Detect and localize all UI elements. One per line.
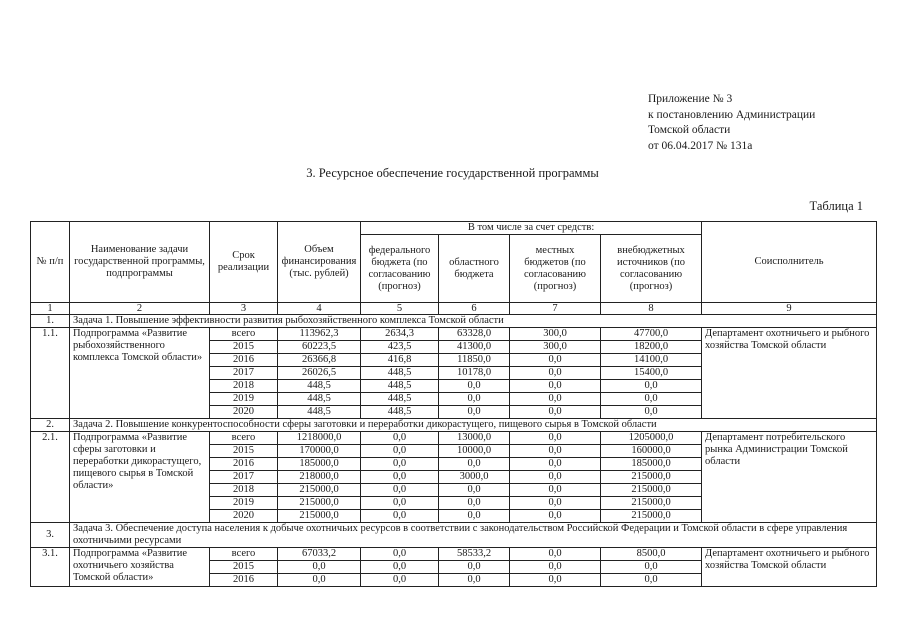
- appendix-line: Томской области: [648, 124, 731, 136]
- local-cell: 0,0: [510, 354, 601, 367]
- term-cell: 2016: [210, 354, 278, 367]
- volume-cell: 170000,0: [278, 445, 361, 458]
- task-title: Задача 2. Повышение конкурентоспособности сферы заготовки и переработки дикорастущего, пищевого сырья в Томской области: [70, 419, 877, 432]
- extra-cell: 0,0: [601, 393, 702, 406]
- volume-cell: 26026,5: [278, 367, 361, 380]
- federal-cell: 2634,3: [361, 328, 439, 341]
- local-cell: 0,0: [510, 510, 601, 523]
- extra-cell: 185000,0: [601, 458, 702, 471]
- regional-cell: 3000,0: [439, 471, 510, 484]
- table-label: Таблица 1: [809, 199, 863, 213]
- resource-table: [30, 221, 877, 587]
- task-number: 1.: [31, 315, 70, 328]
- regional-cell: 10000,0: [439, 445, 510, 458]
- regional-cell: 0,0: [439, 484, 510, 497]
- volume-cell: 26366,8: [278, 354, 361, 367]
- term-cell: 2016: [210, 458, 278, 471]
- appendix-block: [648, 92, 815, 154]
- local-cell: 0,0: [510, 548, 601, 561]
- table-row: [31, 432, 877, 445]
- federal-cell: 0,0: [361, 497, 439, 510]
- volume-cell: 215000,0: [278, 510, 361, 523]
- extra-cell: 215000,0: [601, 484, 702, 497]
- federal-cell: 448,5: [361, 367, 439, 380]
- local-cell: 0,0: [510, 380, 601, 393]
- regional-cell: 0,0: [439, 458, 510, 471]
- regional-cell: 13000,0: [439, 432, 510, 445]
- column-numbers-row: [31, 303, 877, 315]
- term-cell: 2015: [210, 445, 278, 458]
- table-row: [31, 548, 877, 561]
- regional-cell: 0,0: [439, 380, 510, 393]
- subprogram-number: 2.1.: [31, 432, 70, 523]
- local-cell: 0,0: [510, 574, 601, 587]
- extra-cell: 15400,0: [601, 367, 702, 380]
- federal-cell: 0,0: [361, 548, 439, 561]
- extra-cell: 215000,0: [601, 497, 702, 510]
- federal-cell: 423,5: [361, 341, 439, 354]
- federal-cell: 0,0: [361, 561, 439, 574]
- volume-cell: 215000,0: [278, 484, 361, 497]
- column-number: 2: [70, 303, 210, 315]
- column-number: 3: [210, 303, 278, 315]
- term-cell: 2020: [210, 510, 278, 523]
- federal-cell: 448,5: [361, 393, 439, 406]
- volume-cell: 218000,0: [278, 471, 361, 484]
- regional-cell: 0,0: [439, 497, 510, 510]
- local-cell: 300,0: [510, 341, 601, 354]
- term-cell: всего: [210, 432, 278, 445]
- column-number: 7: [510, 303, 601, 315]
- extra-cell: 160000,0: [601, 445, 702, 458]
- extra-cell: 215000,0: [601, 510, 702, 523]
- volume-cell: 60223,5: [278, 341, 361, 354]
- extra-cell: 1205000,0: [601, 432, 702, 445]
- header-num: № п/п: [31, 222, 70, 303]
- local-cell: 300,0: [510, 328, 601, 341]
- term-cell: 2016: [210, 574, 278, 587]
- federal-cell: 0,0: [361, 445, 439, 458]
- extra-cell: 0,0: [601, 561, 702, 574]
- federal-cell: 0,0: [361, 432, 439, 445]
- volume-cell: 448,5: [278, 406, 361, 419]
- table-row: [31, 328, 877, 341]
- executor-cell: Департамент охотничьего и рыбного хозяйства Томской области: [702, 328, 877, 419]
- appendix-line: Приложение № 3: [648, 93, 733, 105]
- federal-cell: 0,0: [361, 574, 439, 587]
- header-term: Срок реализации: [210, 222, 278, 303]
- regional-cell: 10178,0: [439, 367, 510, 380]
- task-title: Задача 1. Повышение эффективности развития рыбохозяйственного комплекса Томской области: [70, 315, 877, 328]
- regional-cell: 11850,0: [439, 354, 510, 367]
- extra-cell: 18200,0: [601, 341, 702, 354]
- regional-cell: 58533,2: [439, 548, 510, 561]
- volume-cell: 67033,2: [278, 548, 361, 561]
- task-row: [31, 523, 877, 548]
- header-regional: областного бюджета: [439, 235, 510, 303]
- federal-cell: 0,0: [361, 471, 439, 484]
- local-cell: 0,0: [510, 445, 601, 458]
- term-cell: 2019: [210, 497, 278, 510]
- subprogram-name: Подпрограмма «Развитие сферы заготовки и переработки дикорастущего, пищевого сырья в Томской области»: [70, 432, 210, 523]
- federal-cell: 0,0: [361, 458, 439, 471]
- term-cell: 2019: [210, 393, 278, 406]
- federal-cell: 448,5: [361, 380, 439, 393]
- task-number: 2.: [31, 419, 70, 432]
- header-federal: федерального бюджета (по согласованию (прогноз): [361, 235, 439, 303]
- term-cell: всего: [210, 328, 278, 341]
- subprogram-name: Подпрограмма «Развитие рыбохозяйственного комплекса Томской области»: [70, 328, 210, 419]
- volume-cell: 0,0: [278, 574, 361, 587]
- local-cell: 0,0: [510, 484, 601, 497]
- extra-cell: 0,0: [601, 406, 702, 419]
- local-cell: 0,0: [510, 471, 601, 484]
- volume-cell: 448,5: [278, 380, 361, 393]
- regional-cell: 0,0: [439, 574, 510, 587]
- extra-cell: 215000,0: [601, 471, 702, 484]
- term-cell: 2017: [210, 367, 278, 380]
- document-title: 3. Ресурсное обеспечение государственной программы: [306, 166, 599, 180]
- term-cell: 2015: [210, 341, 278, 354]
- column-number: 6: [439, 303, 510, 315]
- volume-cell: 113962,3: [278, 328, 361, 341]
- column-number: 5: [361, 303, 439, 315]
- federal-cell: 416,8: [361, 354, 439, 367]
- regional-cell: 0,0: [439, 393, 510, 406]
- column-number: 9: [702, 303, 877, 315]
- appendix-line: к постановлению Администрации: [648, 108, 816, 121]
- volume-cell: 215000,0: [278, 497, 361, 510]
- regional-cell: 63328,0: [439, 328, 510, 341]
- column-number: 8: [601, 303, 702, 315]
- header-including: В том числе за счет средств:: [361, 222, 702, 235]
- header-extra: внебюджетных источников (по согласованию (прогноз): [601, 235, 702, 303]
- regional-cell: 0,0: [439, 406, 510, 419]
- federal-cell: 0,0: [361, 484, 439, 497]
- local-cell: 0,0: [510, 406, 601, 419]
- local-cell: 0,0: [510, 367, 601, 380]
- header-name: Наименование задачи государственной программы, подпрограммы: [70, 222, 210, 303]
- local-cell: 0,0: [510, 393, 601, 406]
- local-cell: 0,0: [510, 497, 601, 510]
- federal-cell: 448,5: [361, 406, 439, 419]
- term-cell: 2020: [210, 406, 278, 419]
- term-cell: 2018: [210, 484, 278, 497]
- extra-cell: 0,0: [601, 380, 702, 393]
- regional-cell: 41300,0: [439, 341, 510, 354]
- subprogram-name: Подпрограмма «Развитие охотничьего хозяйства Томской области»: [70, 548, 210, 587]
- task-row: [31, 315, 877, 328]
- subprogram-number: 3.1.: [31, 548, 70, 587]
- task-row: [31, 419, 877, 432]
- term-cell: всего: [210, 548, 278, 561]
- term-cell: 2015: [210, 561, 278, 574]
- header-executor: Соисполнитель: [702, 222, 877, 303]
- volume-cell: 0,0: [278, 561, 361, 574]
- extra-cell: 47700,0: [601, 328, 702, 341]
- extra-cell: 0,0: [601, 574, 702, 587]
- local-cell: 0,0: [510, 432, 601, 445]
- local-cell: 0,0: [510, 458, 601, 471]
- local-cell: 0,0: [510, 561, 601, 574]
- subprogram-number: 1.1.: [31, 328, 70, 419]
- executor-cell: Департамент потребительского рынка Администрации Томской области: [702, 432, 877, 523]
- extra-cell: 8500,0: [601, 548, 702, 561]
- column-number: 4: [278, 303, 361, 315]
- volume-cell: 1218000,0: [278, 432, 361, 445]
- federal-cell: 0,0: [361, 510, 439, 523]
- regional-cell: 0,0: [439, 561, 510, 574]
- term-cell: 2018: [210, 380, 278, 393]
- header-local: местных бюджетов (по согласованию (прогноз): [510, 235, 601, 303]
- regional-cell: 0,0: [439, 510, 510, 523]
- extra-cell: 14100,0: [601, 354, 702, 367]
- task-title: Задача 3. Обеспечение доступа населения к добыче охотничьих ресурсов в соответствии с законодательством Российской Федерации и Томской области в сфере управления охотничьими ресурсами: [70, 523, 877, 548]
- appendix-line: от 06.04.2017 № 131а: [648, 139, 753, 152]
- executor-cell: Департамент охотничьего и рыбного хозяйства Томской области: [702, 548, 877, 587]
- header-volume: Объем финансирования (тыс. рублей): [278, 222, 361, 303]
- task-number: 3.: [31, 523, 70, 548]
- term-cell: 2017: [210, 471, 278, 484]
- volume-cell: 448,5: [278, 393, 361, 406]
- column-number: 1: [31, 303, 70, 315]
- volume-cell: 185000,0: [278, 458, 361, 471]
